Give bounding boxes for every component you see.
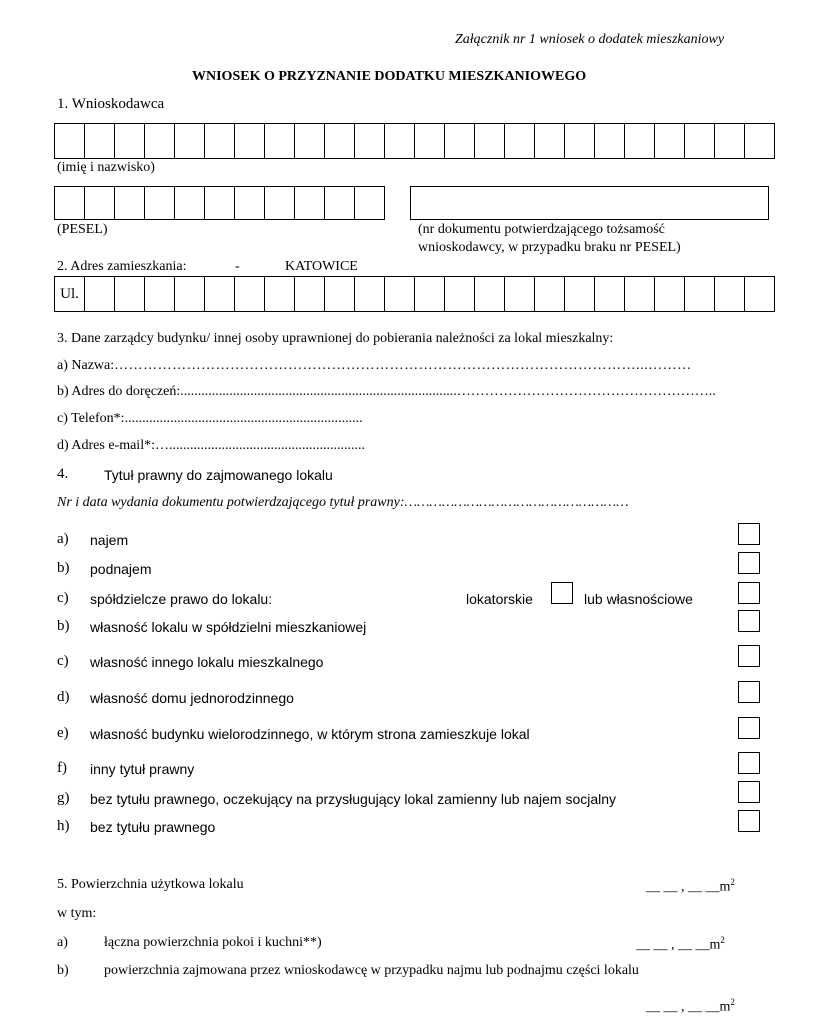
pesel-box[interactable] xyxy=(175,186,205,220)
pesel-box[interactable] xyxy=(145,186,175,220)
pesel-box[interactable] xyxy=(235,186,265,220)
name-box[interactable] xyxy=(325,123,355,159)
title-document-dots: ……………………………………………… xyxy=(404,495,629,510)
street-box[interactable] xyxy=(175,276,205,312)
checkbox-inny-lokal[interactable] xyxy=(738,645,760,667)
manager-name-line[interactable] xyxy=(57,358,777,374)
name-box[interactable] xyxy=(235,123,265,159)
checkbox-podnajem[interactable] xyxy=(738,552,760,574)
street-box[interactable] xyxy=(415,276,445,312)
name-box[interactable] xyxy=(265,123,295,159)
area-rooms-sup: 2 xyxy=(720,935,725,945)
area-occupied-blank: __ __ , __ __m xyxy=(646,999,731,1015)
option-label-budynek: własność budynku wielorodzinnego, w którym strona zamieszkuje lokal xyxy=(90,726,530,742)
checkbox-najem[interactable] xyxy=(738,523,760,545)
street-box[interactable] xyxy=(85,276,115,312)
option-letter: d) xyxy=(57,689,70,705)
wtym-label: w tym: xyxy=(57,906,97,921)
manager-phone-label: c) Telefon*: xyxy=(57,411,125,426)
option-label-inny-lokal: własność innego lokalu mieszkalnego xyxy=(90,654,324,670)
manager-email-dots: …........................................................ xyxy=(154,438,365,453)
street-box[interactable] xyxy=(595,276,625,312)
area-total-blank: __ __ , __ __m xyxy=(646,879,731,895)
area-rooms-blank: __ __ , __ __m xyxy=(636,937,721,953)
option-label-spoldzielcze: spółdzielcze prawo do lokalu: xyxy=(90,591,273,607)
name-box[interactable] xyxy=(655,123,685,159)
manager-phone-dots: .................................................................... xyxy=(124,411,363,426)
street-box[interactable] xyxy=(535,276,565,312)
manager-name-dots: ………………………………………………………………………………………………...……… xyxy=(114,358,692,373)
manager-address-dots: ...............................................................................……………………………………………….. xyxy=(180,384,716,399)
option-letter: b) xyxy=(57,618,70,634)
option-label-dom: własność domu jednorodzinnego xyxy=(90,690,294,706)
pesel-box[interactable] xyxy=(295,186,325,220)
name-box[interactable] xyxy=(625,123,655,159)
address-label: 2. Adres zamieszkania: xyxy=(57,259,187,274)
street-box[interactable] xyxy=(655,276,685,312)
pesel-box[interactable] xyxy=(85,186,115,220)
area-a-label: łączna powierzchnia pokoi i kuchni**) xyxy=(104,935,322,950)
option-label-wlasnosc-spoldzielnia: własność lokalu w spółdzielni mieszkaniowej xyxy=(90,619,367,635)
name-box[interactable] xyxy=(355,123,385,159)
name-box[interactable] xyxy=(505,123,535,159)
name-box[interactable] xyxy=(685,123,715,159)
manager-email-line[interactable] xyxy=(57,438,365,454)
pesel-box[interactable] xyxy=(115,186,145,220)
option-letter: f) xyxy=(57,760,67,776)
option-label-inny-tytul: inny tytuł prawny xyxy=(90,761,195,777)
area-total-sup: 2 xyxy=(730,877,735,887)
option-letter: c) xyxy=(57,653,69,669)
street-box[interactable] xyxy=(715,276,745,312)
area-occupied-sup: 2 xyxy=(730,997,735,1007)
option-label-bez-tytulu: bez tytułu prawnego xyxy=(90,819,216,835)
manager-name-label: a) Nazwa: xyxy=(57,358,115,373)
checkbox-bez-tytulu[interactable] xyxy=(738,810,760,832)
manager-phone-line[interactable] xyxy=(57,411,363,427)
option-letter: c) xyxy=(57,590,69,606)
pesel-boxes[interactable] xyxy=(54,186,385,220)
checkbox-wlasnosc-spoldzielnia[interactable] xyxy=(738,610,760,632)
name-box[interactable] xyxy=(85,123,115,159)
name-box[interactable] xyxy=(55,123,85,159)
pesel-box[interactable] xyxy=(55,186,85,220)
pesel-box[interactable] xyxy=(205,186,235,220)
manager-address-line[interactable] xyxy=(57,384,772,400)
form-title: WNIOSEK O PRZYZNANIE DODATKU MIESZKANIOWEGO xyxy=(192,69,587,84)
id-document-field[interactable] xyxy=(410,186,769,220)
street-box[interactable] xyxy=(355,276,385,312)
area-b-letter: b) xyxy=(57,963,69,978)
name-box[interactable] xyxy=(475,123,505,159)
street-box[interactable] xyxy=(685,276,715,312)
section1-heading: 1. Wnioskodawca xyxy=(57,96,165,112)
name-box[interactable] xyxy=(595,123,625,159)
street-box[interactable] xyxy=(235,276,265,312)
pesel-box[interactable] xyxy=(265,186,295,220)
name-box[interactable] xyxy=(175,123,205,159)
option-letter: e) xyxy=(57,725,69,741)
name-box[interactable] xyxy=(535,123,565,159)
option-label-podnajem: podnajem xyxy=(90,561,152,577)
option-label-bez-tytulu-oczekujacy: bez tytułu prawnego, oczekujący na przysługujący lokal zamienny lub najem socjalny xyxy=(90,791,617,807)
street-box[interactable] xyxy=(325,276,355,312)
name-box[interactable] xyxy=(115,123,145,159)
checkbox-budynek[interactable] xyxy=(738,717,760,739)
pesel-box[interactable] xyxy=(325,186,355,220)
street-box[interactable] xyxy=(475,276,505,312)
street-box[interactable] xyxy=(115,276,145,312)
street-box[interactable] xyxy=(145,276,175,312)
street-box[interactable] xyxy=(445,276,475,312)
area-a-letter: a) xyxy=(57,935,68,950)
city-value: KATOWICE xyxy=(285,259,358,274)
option-letter: g) xyxy=(57,790,70,806)
option-letter: a) xyxy=(57,531,69,547)
wlasnosciowe-label: lub własnościowe xyxy=(584,591,693,607)
section4-number: 4. xyxy=(57,466,69,482)
street-box[interactable] xyxy=(385,276,415,312)
name-box[interactable] xyxy=(565,123,595,159)
street-box[interactable] xyxy=(745,276,775,312)
manager-address-label: b) Adres do doręczeń: xyxy=(57,384,181,399)
checkbox-lokatorskie[interactable] xyxy=(551,582,573,604)
option-label-najem: najem xyxy=(90,532,129,548)
street-box[interactable] xyxy=(625,276,655,312)
area-b-label: powierzchnia zajmowana przez wnioskodawcę w przypadku najmu lub podnajmu części lokalu xyxy=(104,963,639,978)
id-document-label-2: wnioskodawcy, w przypadku braku nr PESEL) xyxy=(418,240,681,255)
section3-heading: 3. Dane zarządcy budynku/ innej osoby uprawnionej do pobierania należności za lokal mieszkalny: xyxy=(57,331,614,346)
option-letter: b) xyxy=(57,560,70,576)
street-prefix: Ul. xyxy=(55,276,85,312)
checkbox-bez-tytulu-oczekujacy[interactable] xyxy=(738,781,760,803)
name-box[interactable] xyxy=(715,123,745,159)
street-box[interactable] xyxy=(205,276,235,312)
name-box[interactable] xyxy=(445,123,475,159)
street-box[interactable] xyxy=(295,276,325,312)
street-box[interactable] xyxy=(505,276,535,312)
lokatorskie-label: lokatorskie xyxy=(466,591,533,607)
street-box[interactable] xyxy=(565,276,595,312)
title-document-label: Nr i data wydania dokumentu potwierdzającego tytuł prawny: xyxy=(57,495,405,510)
street-box[interactable] xyxy=(265,276,295,312)
address-dash: - xyxy=(235,259,240,274)
section4-heading: Tytuł prawny do zajmowanego lokalu xyxy=(104,467,333,483)
area-occupied-field[interactable] xyxy=(646,997,735,1016)
checkbox-wlasnosciowe[interactable] xyxy=(738,582,760,604)
pesel-box[interactable] xyxy=(355,186,385,220)
section5-heading: 5. Powierzchnia użytkowa lokalu xyxy=(57,877,244,892)
option-letter: h) xyxy=(57,818,70,834)
name-box[interactable] xyxy=(745,123,775,159)
area-rooms-field[interactable] xyxy=(636,935,725,954)
name-box[interactable] xyxy=(295,123,325,159)
street-boxes[interactable] xyxy=(54,276,775,312)
id-document-label-1: (nr dokumentu potwierdzającego tożsamość xyxy=(418,222,665,237)
checkbox-dom[interactable] xyxy=(738,681,760,703)
checkbox-inny-tytul[interactable] xyxy=(738,752,760,774)
name-label: (imię i nazwisko) xyxy=(57,160,155,175)
area-total-field[interactable] xyxy=(646,877,735,896)
pesel-label: (PESEL) xyxy=(57,222,108,237)
manager-email-label: d) Adres e-mail*: xyxy=(57,438,155,453)
attachment-note: Załącznik nr 1 wniosek o dodatek mieszkaniowy xyxy=(455,32,725,47)
name-box[interactable] xyxy=(145,123,175,159)
name-boxes[interactable] xyxy=(54,123,775,159)
name-box[interactable] xyxy=(205,123,235,159)
name-box[interactable] xyxy=(385,123,415,159)
title-document-line[interactable] xyxy=(57,495,629,511)
name-box[interactable] xyxy=(415,123,445,159)
